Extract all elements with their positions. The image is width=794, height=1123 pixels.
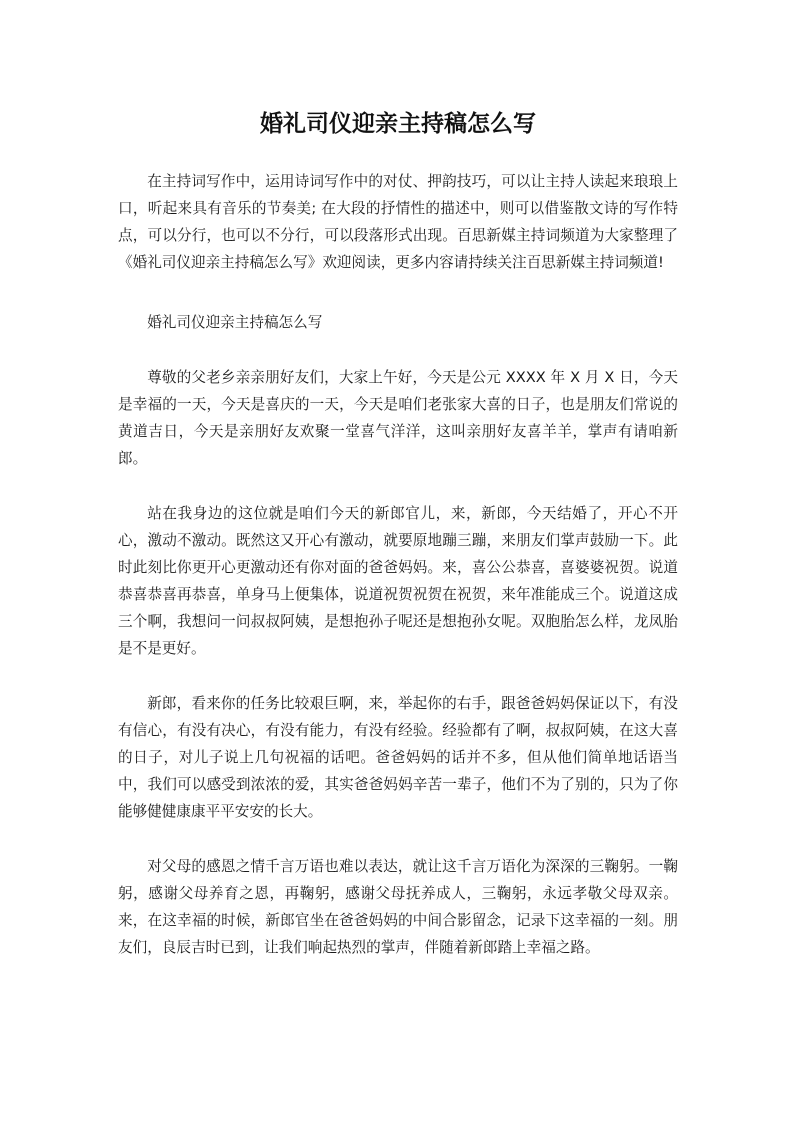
intro-paragraph: 在主持词写作中，运用诗词写作中的对仗、押韵技巧，可以让主持人读起来琅琅上口，听起来具有音乐的节奏美; 在大段的抒情性的描述中，则可以借鉴散文诗的写作特点，可以分行，也可以不分行，可以段落形式出现。百思新媒主持词频道为大家整理了《婚礼司仪迎亲主持稿怎么写》欢迎阅读，更多内容请持续关注百思新媒主持词频道!: [118, 173, 678, 271]
body-paragraph: 站在我身边的这位就是咱们今天的新郎官儿，来，新郎，今天结婚了，开心不开心，激动不激动。既然这又开心有激动，就要原地蹦三蹦，来朋友们掌声鼓励一下。此时此刻比你更开心更激动还有你对面的爸爸妈妈。来，喜公公恭喜，喜婆婆祝贺。说道恭喜恭喜再恭喜，单身马上便集体，说道祝贺祝贺在祝贺，来年准能成三个。说道这成三个啊，我想问一问叔叔阿姨，是想抱孙子呢还是想抱孙女呢。双胞胎怎么样，龙凤胎是不是更好。: [118, 505, 678, 657]
body-paragraph: 尊敬的父老乡亲亲朋好友们，大家上午好，今天是公元 XXXX 年 X 月 X 日，今天是幸福的一天，今天是喜庆的一天，今天是咱们老张家大喜的日子，也是朋友们常说的黄道吉日，今天是亲朋好友欢聚一堂喜气洋洋，这叫亲朋好友喜羊羊，掌声有请咱新郎。: [118, 369, 678, 467]
section-heading: 婚礼司仪迎亲主持稿怎么写: [147, 314, 323, 331]
document-title: 婚礼司仪迎亲主持稿怎么写: [260, 111, 536, 137]
body-paragraph: 新郎，看来你的任务比较艰巨啊，来，举起你的右手，跟爸爸妈妈保证以下，有没有信心，有没有决心，有没有能力，有没有经验。经验都有了啊，叔叔阿姨，在这大喜的日子，对儿子说上几句祝福的话吧。爸爸妈妈的话并不多，但从他们简单地话语当中，我们可以感受到浓浓的爱，其实爸爸妈妈辛苦一辈子，他们不为了别的，只为了你能够健健康康平平安安的长大。: [118, 695, 678, 820]
body-paragraph: 对父母的感恩之情千言万语也难以表达，就让这千言万语化为深深的三鞠躬。一鞠躬，感谢父母养育之恩，再鞠躬，感谢父母抚养成人，三鞠躬，永远孝敬父母双亲。来，在这幸福的时候，新郎官坐在爸爸妈妈的中间合影留念，记录下这幸福的一刻。朋友们，良辰吉时已到，让我们响起热烈的掌声，伴随着新郎踏上幸福之路。: [118, 858, 678, 956]
document-page: [118, 106, 678, 989]
